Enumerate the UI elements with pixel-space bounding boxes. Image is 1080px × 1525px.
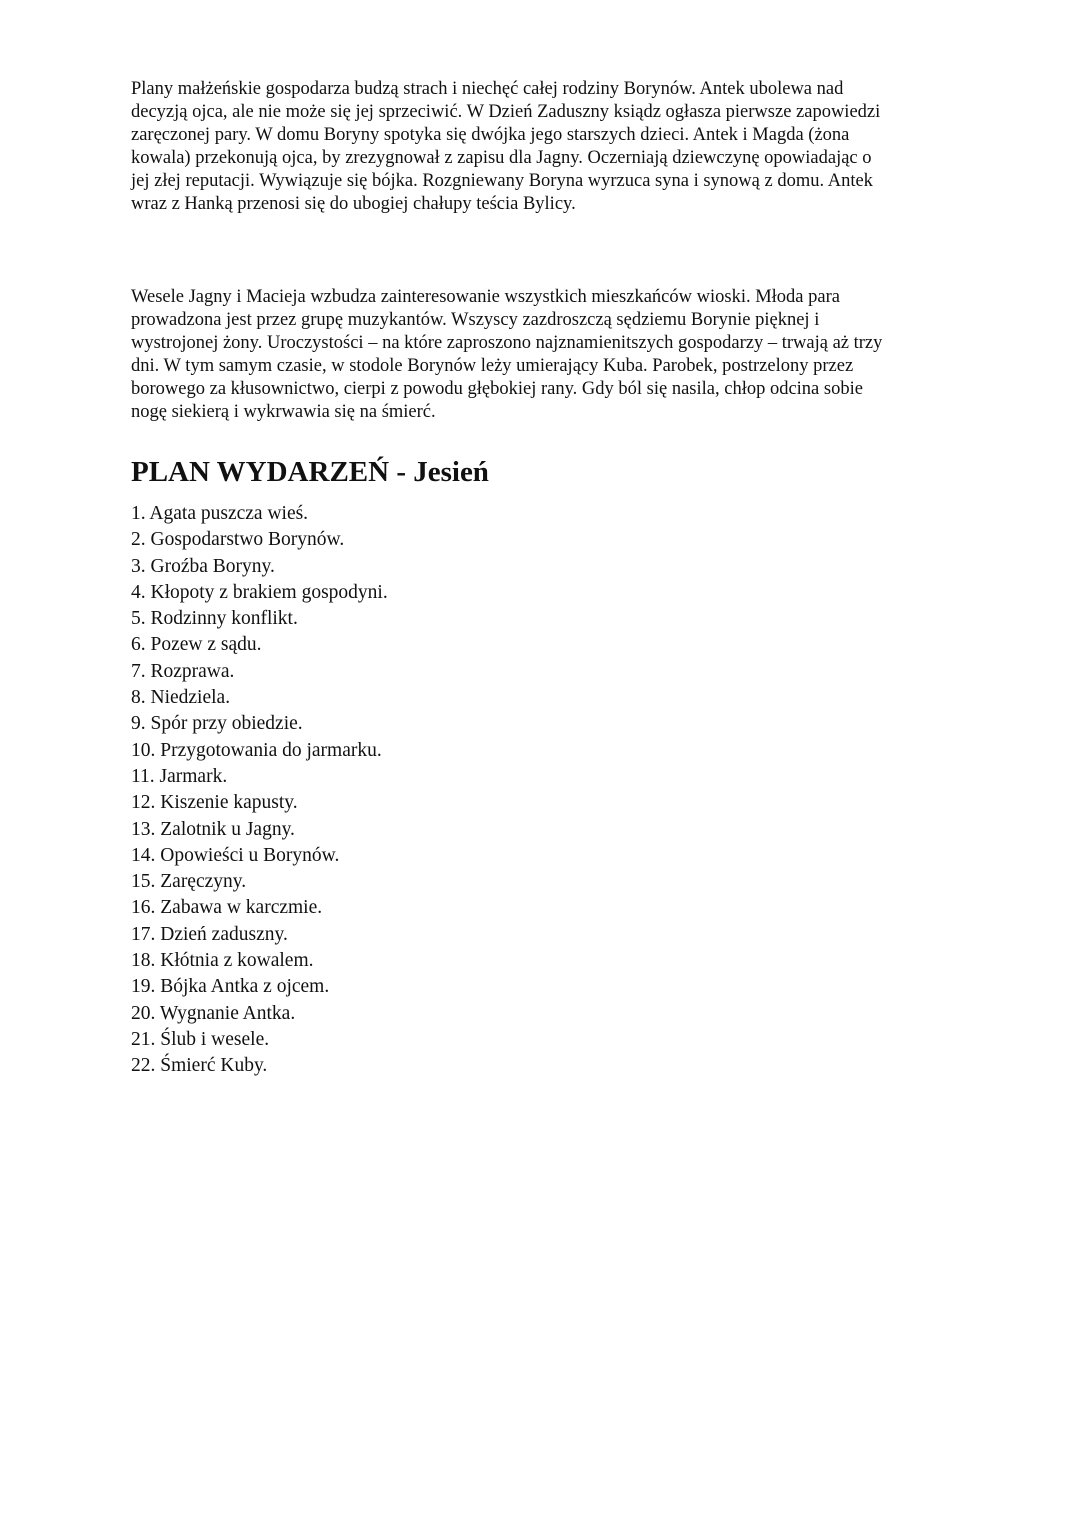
plan-item: 19. Bójka Antka z ojcem. — [131, 976, 330, 998]
plan-item: 15. Zaręczyny. — [131, 871, 247, 893]
plan-item: 17. Dzień zaduszny. — [131, 923, 288, 945]
plan-item: 14. Opowieści u Borynów. — [131, 844, 340, 866]
plan-item: 5. Rodzinny konflikt. — [131, 608, 298, 630]
plan-item: 6. Pozew z sądu. — [131, 634, 262, 656]
plan-item: 2. Gospodarstwo Borynów. — [131, 529, 345, 551]
plan-item: 4. Kłopoty z brakiem gospodyni. — [131, 581, 388, 603]
plan-item: 3. Groźba Boryny. — [131, 555, 275, 577]
event-plan-list — [131, 501, 951, 1080]
plan-item: 8. Niedziela. — [131, 687, 231, 709]
plan-item: 1. Agata puszcza wieś. — [131, 503, 309, 524]
plan-item: 12. Kiszenie kapusty. — [131, 792, 298, 814]
plan-item: 22. Śmierć Kuby. — [131, 1055, 268, 1077]
plan-item: 16. Zabawa w karczmie. — [131, 897, 323, 919]
section-heading: PLAN WYDARZEŃ - Jesień — [131, 456, 489, 488]
plan-item: 9. Spór przy obiedzie. — [131, 713, 303, 735]
plan-item: 18. Kłótnia z kowalem. — [131, 950, 314, 972]
paragraph-family-conflict: Plany małżeńskie gospodarza budzą strach i niechęć całej rodziny Borynów. Antek ubolewa nad decyzją ojca, ale nie może się jej sprzeciwić. W Dzień Zaduszny ksiądz ogłasza pierwsze zapowiedzi zaręczonej pary. W domu Boryny spotyka się dwójka jego starszych dzieci. Antek i Magda (żona kowala) przekonują ojca, by zrezygnował z zapisu dla Jagny. Oczerniają dziewczynę opowiadając o jej złej reputacji. Wywiązuje się bójka. Rozgniewany Boryna wyrzuca syna i synową z domu. Antek wraz z Hanką przenosi się do ubogiej chałupy teścia Bylicy. — [131, 79, 881, 214]
paragraph-wedding: Wesele Jagny i Macieja wzbudza zainteresowanie wszystkich mieszkańców wioski. Młoda para prowadzona jest przez grupę muzykantów. Wszyscy zazdroszczą sędziemu Borynie pięknej i wystrojonej żony. Uroczystości – na które zaproszono najznamienitszych gospodarzy – trwają aż trzy dni. W tym samym czasie, w stodole Borynów leży umierający Kuba. Parobek, postrzelony przez borowego za kłusownictwo, cierpi z powodu głębokiej rany. Gdy ból się nasila, chłop odcina sobie nogę siekierą i wykrwawia się na śmierć. — [131, 287, 883, 422]
plan-item: 10. Przygotowania do jarmarku. — [131, 739, 382, 761]
plan-item: 11. Jarmark. — [131, 765, 228, 787]
plan-item: 20. Wygnanie Antka. — [131, 1002, 296, 1024]
plan-item: 21. Ślub i wesele. — [131, 1028, 270, 1050]
document-page — [131, 78, 951, 1080]
plan-item: 13. Zalotnik u Jagny. — [131, 818, 295, 840]
plan-item: 7. Rozprawa. — [131, 660, 235, 682]
